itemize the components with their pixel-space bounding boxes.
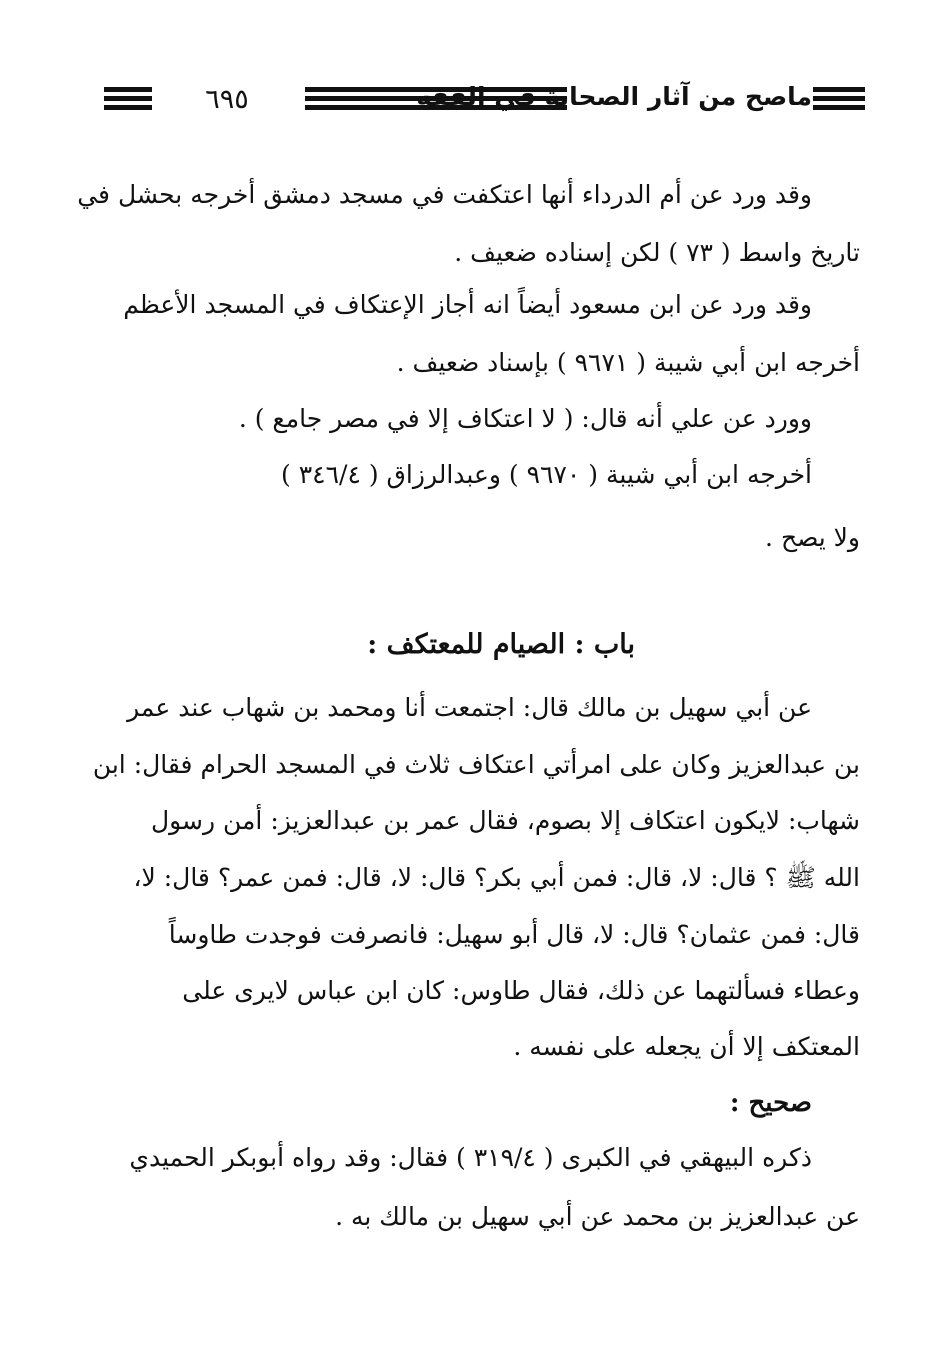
text-line: قال: فمن عثمان؟ قال: لا، قال أبو سهيل: فانصرفت فوجدت طاوساً [168, 920, 860, 949]
text-line: أخرجه ابن أبي شيبة ( ٩٦٧١ ) بإسناد ضعيف . [396, 348, 860, 377]
text-line: شهاب: لايكون اعتكاف إلا بصوم، فقال عمر بن عبدالعزيز: أمن رسول [150, 806, 860, 835]
text-line: وقد ورد عن أم الدرداء أنها اعتكفت في مسجد دمشق أخرجه بحشل في [77, 180, 812, 209]
text-line: وورد عن علي أنه قال: ( لا اعتكاف إلا في مصر جامع ) . [238, 404, 812, 433]
running-title: ماصح من آثار الصحابة في الفقه [416, 82, 812, 111]
text-line: الله ﷺ ؟ قال: لا، قال: فمن أبي بكر؟ قال: لا، قال: فمن عمر؟ قال: لا، [133, 863, 860, 892]
page-number: ٦٩٥ [205, 84, 249, 115]
text-line: وعطاء فسألتهما عن ذلك، فقال طاوس: كان ابن عباس لايرى على [182, 976, 860, 1005]
chapter-heading: باب : الصيام للمعتكف : [367, 629, 635, 660]
text-line: ذكره البيهقي في الكبرى ( ٣١٩/٤ ) فقال: وقد رواه أبوبكر الحميدي [129, 1143, 812, 1172]
text-line: المعتكف إلا أن يجعله على نفسه . [513, 1032, 860, 1061]
grading-label: صحيح : [729, 1088, 812, 1118]
page-body [77, 0, 860, 1361]
text-line: ولا يصح . [765, 523, 860, 552]
text-line: عن أبي سهيل بن مالك قال: اجتمعت أنا ومحمد بن شهاب عند عمر [127, 693, 812, 722]
text-line: تاريخ واسط ( ٧٣ ) لكن إسناده ضعيف . [454, 238, 860, 267]
text-line: بن عبدالعزيز وكان على امرأتي اعتكاف ثلاث في المسجد الحرام فقال: ابن [92, 750, 860, 779]
text-line: وقد ورد عن ابن مسعود أيضاً انه أجاز الإعتكاف في المسجد الأعظم [123, 290, 812, 319]
text-line: عن عبدالعزيز بن محمد عن أبي سهيل بن مالك به . [335, 1202, 860, 1231]
text-line: أخرجه ابن أبي شيبة ( ٩٦٧٠ ) وعبدالرزاق ( ٣٤٦/٤ ) [281, 460, 812, 489]
